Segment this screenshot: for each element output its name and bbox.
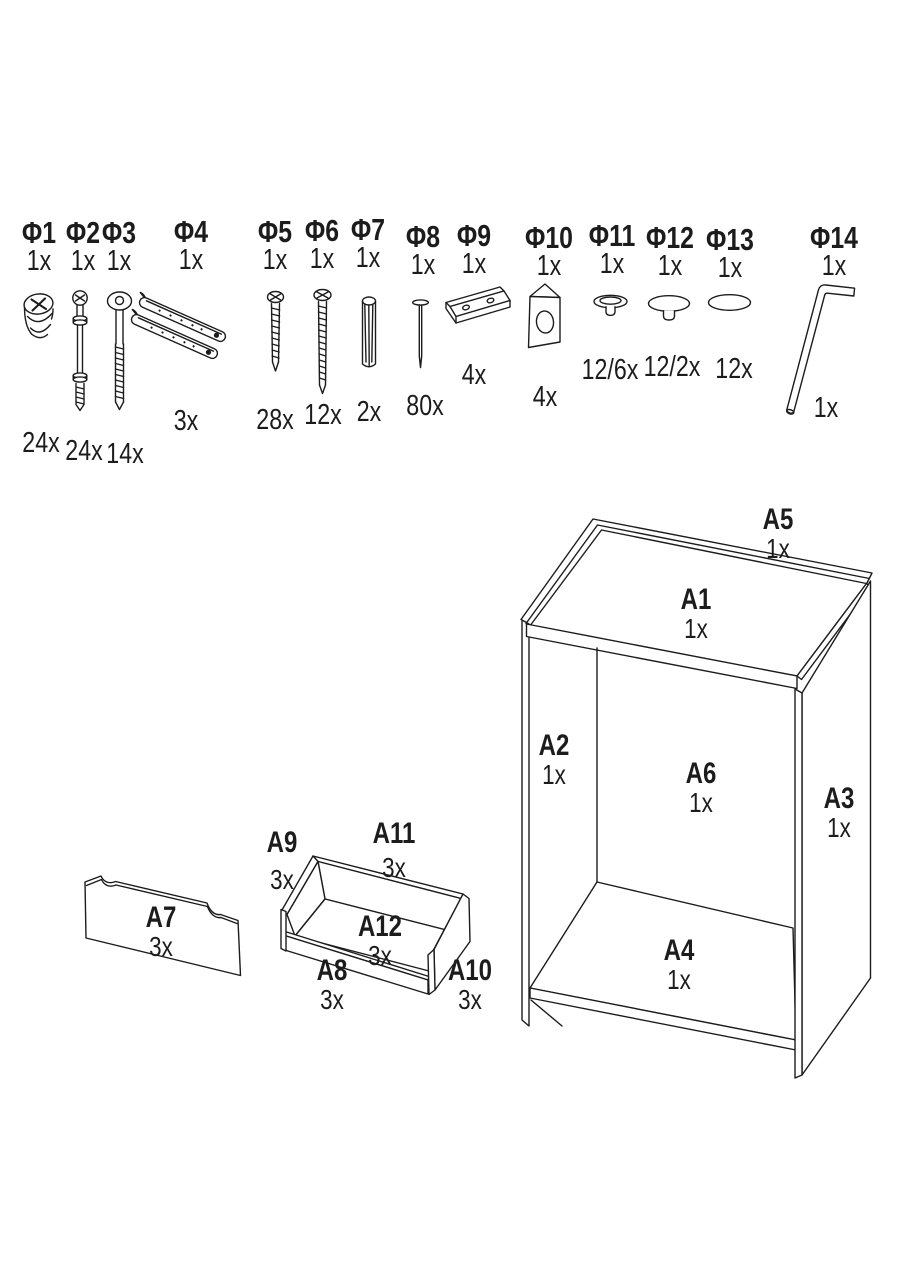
hw-head-phi9 — [438, 218, 510, 280]
confirmat-screw-icon — [108, 292, 132, 410]
hw-unit: 1x — [26, 245, 52, 277]
hw-unit: 1x — [410, 249, 436, 281]
hw-id: Φ12 — [646, 220, 694, 255]
hw-id: Φ6 — [304, 213, 340, 248]
hw-id: Φ5 — [257, 214, 293, 249]
hw-head-phi13 — [694, 222, 766, 284]
panel-count: 1x — [766, 533, 790, 564]
panel-count: 3x — [382, 852, 406, 883]
hw-count-phi11: 12/6x — [581, 354, 639, 386]
corner-bracket-icon — [529, 284, 561, 348]
hw-unit: 1x — [355, 242, 381, 274]
cover-cap-small-icon — [594, 295, 627, 315]
hw-unit: 1x — [262, 244, 288, 276]
hw-id: Φ14 — [810, 220, 858, 255]
hw-id: Φ4 — [173, 214, 209, 249]
hw-count-phi2: 24x — [65, 435, 103, 467]
hw-head-phi14 — [798, 220, 870, 282]
panel-count: 1x — [827, 812, 851, 843]
panel-id: A3 — [823, 782, 855, 815]
panel-label-a1 — [658, 583, 735, 644]
panel-id: A9 — [266, 826, 298, 859]
wood-dowel-icon — [363, 297, 376, 367]
panel-count: 1x — [667, 964, 691, 995]
drawer-slide-pair-icon — [127, 292, 228, 360]
hw-count-phi7: 2x — [356, 396, 382, 428]
hw-id: Φ2 — [65, 215, 101, 250]
hw-count-phi14: 1x — [813, 392, 839, 424]
panel-label-a5 — [740, 503, 817, 564]
hw-count-phi5: 28x — [256, 404, 294, 436]
cover-cap-large-icon — [649, 296, 690, 320]
panel-label-a11 — [356, 817, 433, 883]
hw-unit: 1x — [599, 248, 625, 280]
panel-label-a9 — [244, 826, 321, 895]
cam-lock-icon — [23, 292, 55, 338]
panel-label-a8 — [294, 954, 371, 1015]
panel-id: A7 — [145, 901, 177, 934]
panel-id: A1 — [680, 583, 712, 616]
hw-count-phi9: 4x — [461, 359, 487, 391]
hw-count-phi8: 80x — [406, 390, 444, 422]
panel-id: A12 — [357, 910, 403, 943]
hw-count-phi4: 3x — [173, 405, 199, 437]
panel-id: A4 — [663, 934, 695, 967]
hw-count-phi6: 12x — [304, 399, 342, 431]
hw-unit: 1x — [821, 250, 847, 282]
panel-count: 3x — [458, 984, 482, 1015]
hw-id: Φ10 — [525, 220, 573, 255]
panel-count: 1x — [689, 787, 713, 818]
hw-count-phi13: 12x — [715, 353, 753, 385]
panel-label-a6 — [663, 757, 740, 818]
hw-id: Φ9 — [456, 218, 492, 253]
hw-id: Φ7 — [350, 212, 386, 247]
cam-bolt-icon — [73, 291, 87, 411]
panel-id: A8 — [316, 954, 348, 987]
wood-screw-long-icon — [314, 290, 331, 394]
panel-id: A11 — [372, 817, 416, 850]
hw-unit: 1x — [717, 252, 743, 284]
hw-id: Φ3 — [101, 215, 137, 250]
panel-count: 3x — [320, 984, 344, 1015]
hw-id: Φ1 — [21, 215, 57, 250]
hw-unit: 1x — [70, 245, 96, 277]
hw-unit: 1x — [536, 250, 562, 282]
panel-count: 1x — [684, 613, 708, 644]
hw-id: Φ8 — [405, 219, 441, 254]
nail-icon — [413, 300, 429, 368]
panel-id: A5 — [762, 503, 794, 536]
hw-unit: 1x — [309, 243, 335, 275]
hw-count-phi12: 12/2x — [643, 351, 701, 383]
panel-id: A2 — [538, 729, 570, 762]
hw-count-phi3: 14x — [106, 438, 144, 470]
panel-count: 3x — [368, 940, 392, 971]
panel-label-a7 — [123, 901, 200, 962]
wood-screw-short-icon — [268, 292, 284, 372]
panel-label-a2 — [516, 729, 593, 790]
panel-id: A10 — [447, 954, 493, 987]
flat-bracket-icon — [446, 287, 510, 323]
hw-unit: 1x — [106, 245, 132, 277]
hw-head-phi10 — [513, 220, 585, 282]
hw-unit: 1x — [657, 250, 683, 282]
panel-count: 1x — [542, 759, 566, 790]
panel-count: 3x — [149, 931, 173, 962]
hw-count-phi10: 4x — [532, 381, 558, 413]
hw-id: Φ13 — [706, 222, 754, 257]
panel-label-a3 — [801, 782, 878, 843]
hw-id: Φ11 — [588, 218, 636, 253]
hw-unit: 1x — [461, 248, 487, 280]
cover-sticker-icon — [709, 295, 751, 311]
hw-count-phi1: 24x — [22, 427, 60, 459]
panel-count: 3x — [270, 864, 294, 895]
panel-label-a4 — [641, 934, 718, 995]
hw-head-phi4 — [155, 214, 227, 276]
panel-id: A6 — [685, 757, 717, 790]
hw-unit: 1x — [178, 244, 204, 276]
panel-label-a10 — [432, 954, 509, 1015]
